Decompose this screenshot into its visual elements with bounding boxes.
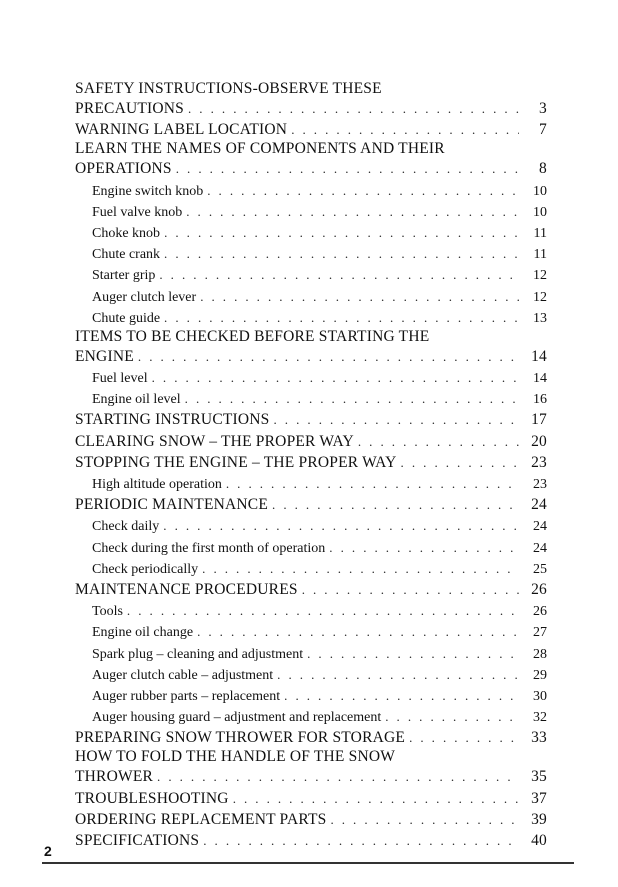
toc-entry-title: Engine switch knob (92, 183, 204, 199)
toc-page-number: 27 (533, 625, 547, 641)
dot-leader (233, 788, 519, 809)
toc-subentry (75, 558, 547, 579)
toc-page-number: 24 (531, 496, 547, 514)
dot-leader (163, 515, 519, 536)
footer-divider (42, 862, 574, 864)
dot-leader (138, 346, 519, 367)
toc-subentry (75, 473, 547, 494)
toc-entry-title: Check daily (92, 519, 160, 535)
toc-page-number: 23 (533, 477, 547, 492)
toc-page-number: 12 (533, 289, 547, 305)
toc-entry-title: ORDERING REPLACEMENT PARTS (75, 810, 327, 828)
toc-page-number: 40 (531, 832, 547, 849)
toc-entry (75, 346, 547, 367)
toc-entry-title: Fuel level (92, 371, 148, 387)
table-of-contents (75, 80, 547, 851)
toc-entry-title: Fuel valve knob (92, 204, 183, 220)
toc-entry-title: OPERATIONS (75, 160, 172, 178)
toc-entry-title-line: SAFETY INSTRUCTIONS-OBSERVE THESE (75, 80, 382, 97)
toc-page-number: 16 (533, 392, 547, 408)
dot-leader (329, 537, 519, 558)
toc-page-number: 26 (531, 580, 547, 598)
dot-leader (203, 830, 519, 851)
toc-subentry (75, 664, 547, 685)
toc-entry-title: Auger rubber parts – replacement (92, 688, 281, 704)
toc-entry (75, 452, 547, 473)
toc-page-number: 30 (533, 688, 547, 704)
toc-entry-title: ENGINE (75, 347, 134, 365)
toc-page-number: 26 (533, 604, 547, 620)
toc-subentry (75, 222, 547, 243)
dot-leader (284, 685, 519, 706)
dot-leader (207, 180, 519, 201)
dot-leader (307, 643, 519, 664)
toc-entry (75, 830, 547, 851)
toc-page-number: 33 (531, 729, 547, 747)
toc-entry-title: TROUBLESHOOTING (75, 789, 229, 807)
dot-leader (197, 621, 519, 642)
toc-entry-title: Auger clutch lever (92, 289, 197, 305)
dot-leader (164, 307, 519, 328)
toc-subentry (75, 286, 547, 307)
toc-page-number: 35 (531, 768, 547, 786)
toc-page-number: 10 (533, 204, 547, 220)
toc-entry (75, 809, 547, 830)
toc-entry (75, 431, 547, 452)
toc-entry-title: Check periodically (92, 561, 199, 577)
toc-entry (75, 409, 547, 430)
toc-page-number: 11 (533, 247, 547, 263)
toc-subentry (75, 388, 547, 409)
toc-entry-title-line: HOW TO FOLD THE HANDLE OF THE SNOW (75, 748, 396, 766)
toc-page-number: 12 (533, 268, 547, 284)
toc-page-number: 29 (533, 667, 547, 683)
dot-leader (401, 452, 519, 473)
toc-entry-title: Chute crank (92, 247, 161, 263)
toc-entry-title: High altitude operation (92, 477, 222, 492)
toc-entry-title: MAINTENANCE PROCEDURES (75, 580, 298, 598)
toc-entry-title: STARTING INSTRUCTIONS (75, 411, 270, 429)
toc-entry-title: Engine oil level (92, 392, 181, 408)
toc-subentry (75, 201, 547, 222)
toc-entry-title: WARNING LABEL LOCATION (75, 121, 288, 139)
toc-entry-title: Auger housing guard – adjustment and replacement (92, 710, 382, 726)
toc-entry (75, 98, 547, 119)
toc-entry-title: Tools (92, 604, 123, 620)
toc-page-number: 25 (533, 561, 547, 577)
toc-subentry (75, 600, 547, 621)
dot-leader (277, 664, 519, 685)
toc-entry-title: PRECAUTIONS (75, 100, 184, 117)
toc-subentry (75, 685, 547, 706)
toc-entry (75, 788, 547, 809)
toc-subentry (75, 367, 547, 388)
toc-entry-title: Starter grip (92, 268, 156, 284)
dot-leader (164, 222, 519, 243)
toc-subentry (75, 621, 547, 642)
dot-leader (152, 367, 519, 388)
toc-page-number: 39 (531, 810, 547, 828)
toc-page-number: 3 (539, 100, 547, 117)
toc-entry-title: Check during the first month of operation (92, 540, 326, 556)
toc-entry (75, 494, 547, 515)
dot-leader (157, 766, 519, 787)
toc-page-number: 32 (533, 710, 547, 726)
dot-leader (226, 473, 519, 494)
toc-entry-title: Choke knob (92, 225, 161, 241)
toc-entry-title: THROWER (75, 768, 154, 786)
dot-leader (272, 494, 519, 515)
toc-page-number: 23 (531, 453, 547, 471)
dot-leader (274, 409, 520, 430)
toc-page-number: 14 (531, 347, 547, 365)
toc-page-number: 20 (531, 432, 547, 450)
toc-page-number: 14 (533, 371, 547, 387)
toc-entry-title: Spark plug – cleaning and adjustment (92, 646, 304, 662)
toc-entry-title: PREPARING SNOW THROWER FOR STORAGE (75, 729, 406, 747)
toc-subentry (75, 307, 547, 328)
toc-page-number: 13 (533, 310, 547, 326)
toc-subentry (75, 706, 547, 727)
page-number: 2 (44, 843, 52, 859)
toc-page-number: 24 (533, 519, 547, 535)
toc-entry (75, 579, 547, 600)
toc-entry-title: PERIODIC MAINTENANCE (75, 496, 269, 514)
toc-page-number: 11 (533, 225, 547, 241)
toc-entry-title: CLEARING SNOW – THE PROPER WAY (75, 432, 354, 450)
toc-subentry (75, 243, 547, 264)
dot-leader (186, 201, 519, 222)
toc-entry-title: STOPPING THE ENGINE – THE PROPER WAY (75, 453, 397, 471)
dot-leader (302, 579, 519, 600)
dot-leader (409, 727, 519, 748)
toc-page-number: 10 (533, 183, 547, 199)
toc-entry (75, 727, 547, 748)
toc-page-number: 7 (539, 121, 547, 139)
dot-leader (202, 558, 519, 579)
toc-subentry (75, 180, 547, 201)
dot-leader (176, 158, 519, 179)
dot-leader (291, 119, 519, 140)
toc-page-number: 24 (533, 540, 547, 556)
toc-page-number: 28 (533, 646, 547, 662)
dot-leader (358, 431, 519, 452)
dot-leader (164, 243, 519, 264)
toc-page-number: 17 (531, 411, 547, 429)
dot-leader (200, 286, 519, 307)
toc-entry-title: Auger clutch cable – adjustment (92, 667, 274, 683)
toc-entry-title-line: LEARN THE NAMES OF COMPONENTS AND THEIR (75, 140, 445, 158)
dot-leader (127, 600, 519, 621)
toc-subentry (75, 515, 547, 536)
toc-entry-title: SPECIFICATIONS (75, 832, 200, 849)
toc-subentry (75, 537, 547, 558)
toc-entry-title: Chute guide (92, 310, 161, 326)
dot-leader (188, 98, 519, 119)
toc-page-number: 8 (539, 160, 547, 178)
toc-entry (75, 158, 547, 179)
toc-page-number: 37 (531, 789, 547, 807)
toc-entry (75, 119, 547, 140)
toc-entry-title: Engine oil change (92, 625, 194, 641)
toc-subentry (75, 264, 547, 285)
dot-leader (330, 809, 519, 830)
dot-leader (385, 706, 519, 727)
toc-subentry (75, 643, 547, 664)
toc-entry (75, 766, 547, 787)
toc-entry-title-line: ITEMS TO BE CHECKED BEFORE STARTING THE (75, 327, 430, 345)
dot-leader (185, 388, 519, 409)
dot-leader (159, 264, 519, 285)
